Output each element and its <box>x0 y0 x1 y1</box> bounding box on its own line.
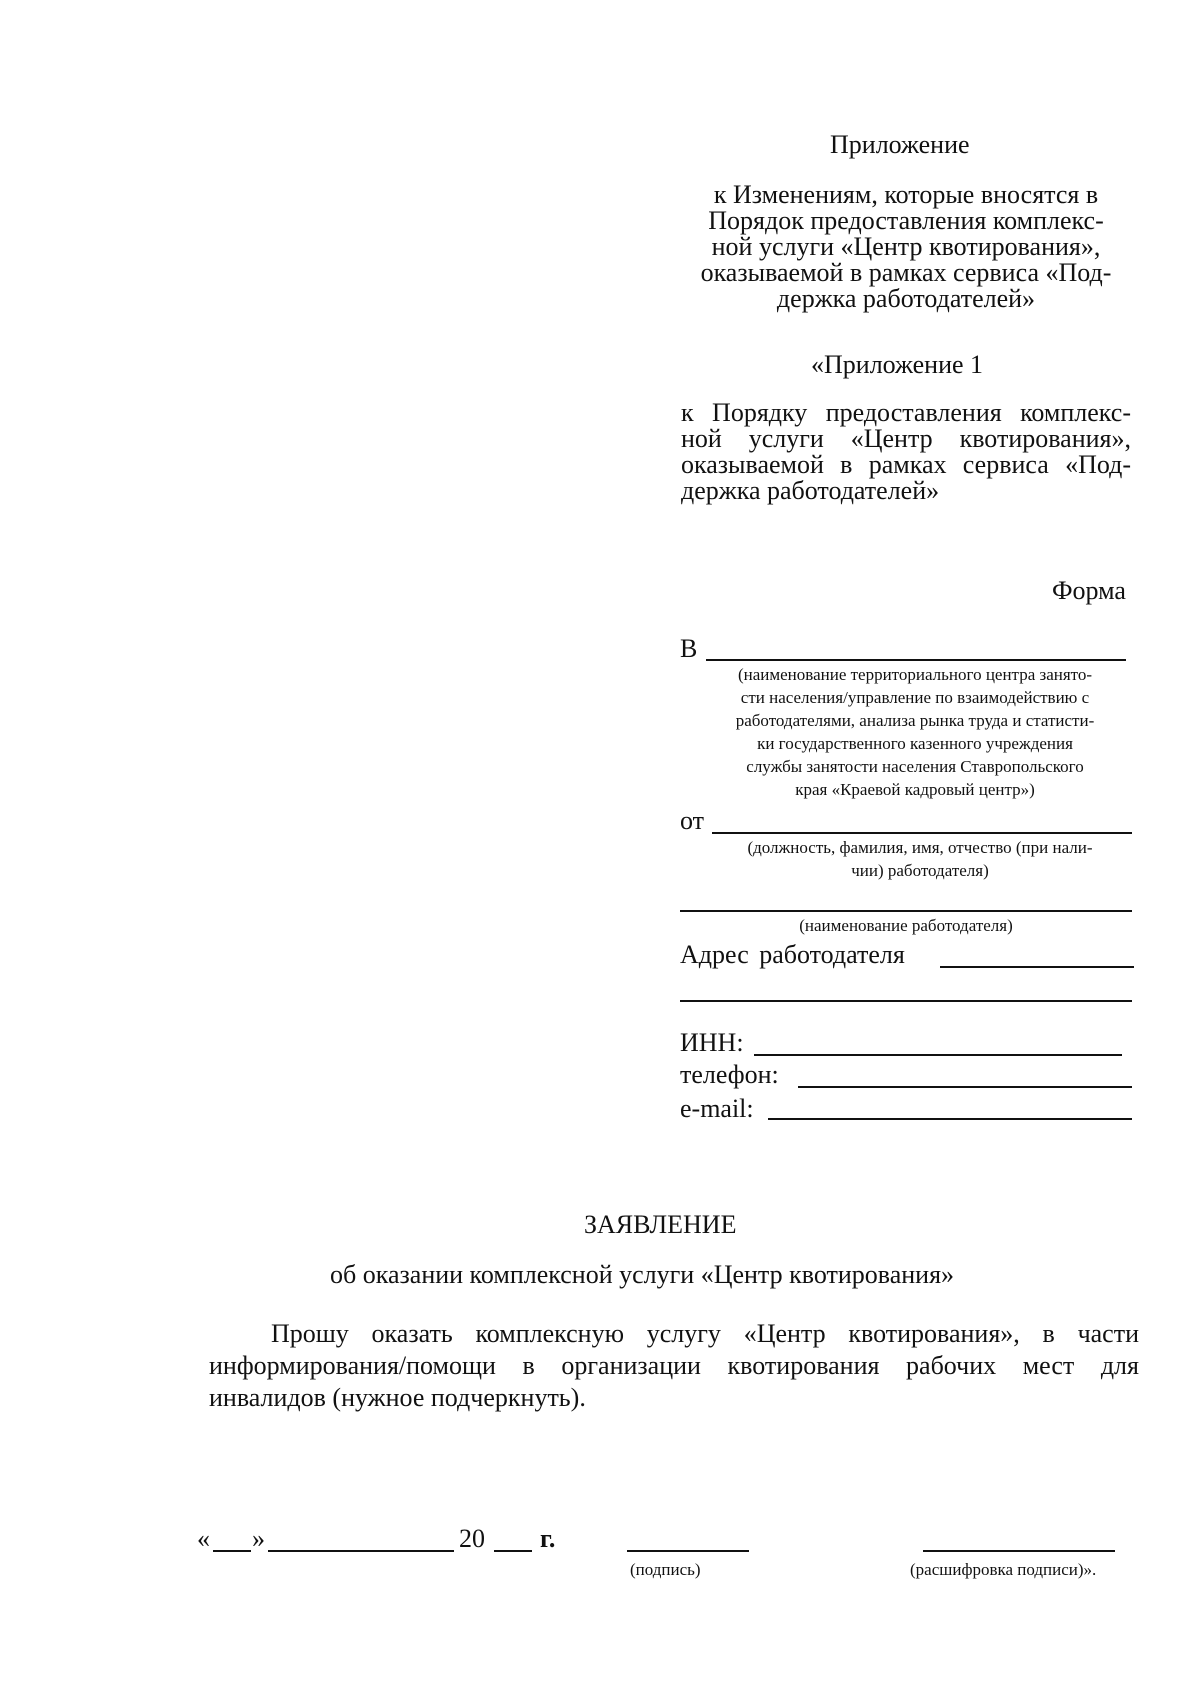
year-suffix: г. <box>540 1524 556 1553</box>
statement-body: Прошу оказать комплексную услугу «Центр квотирования», в части информирования/помощи в организации квотирования рабочих мест для инвалидов (нужное подчеркнуть). <box>209 1319 1139 1412</box>
appendix1-reference <box>681 400 1131 504</box>
date-open-quote: « <box>197 1524 210 1553</box>
appendix1-ref-line: оказываемой в рамках сервиса «Под- <box>681 450 1131 479</box>
appendix1-ref-line: держка работодателей» <box>681 476 940 505</box>
to-caption <box>690 663 1140 801</box>
appendix1-ref-line: ной услуги «Центр квотирования», <box>681 424 1131 453</box>
appendix-ref-line: держка работодателей» <box>776 284 1036 313</box>
signature-caption: (подпись) <box>630 1560 701 1579</box>
signature-line[interactable] <box>627 1550 749 1552</box>
form-label: Форма <box>1052 576 1126 605</box>
date-month-line[interactable] <box>268 1550 454 1552</box>
email-field-line[interactable] <box>768 1118 1132 1120</box>
to-caption-line: сти населения/управление по взаимодействию с <box>740 688 1090 707</box>
to-caption-line: работодателями, анализа рынка труда и статисти- <box>735 711 1095 730</box>
date-year-line[interactable] <box>494 1550 532 1552</box>
appendix1-title: «Приложение 1 <box>811 350 984 379</box>
to-caption-line: службы занятости населения Ставропольского <box>746 757 1084 776</box>
from-caption-line: чии) работодателя) <box>851 861 989 880</box>
appendix-ref-line: Порядок предоставления комплекс- <box>708 206 1104 235</box>
inn-label: ИНН: <box>680 1028 744 1057</box>
to-caption-line: (наименование территориального центра занято- <box>737 665 1093 684</box>
employer-name-line[interactable] <box>680 910 1132 912</box>
address-field-line-2[interactable] <box>680 1000 1132 1002</box>
phone-field-line[interactable] <box>798 1086 1132 1088</box>
address-label: Адрес работодателя <box>680 940 905 969</box>
statement-title: ЗАЯВЛЕНИЕ <box>584 1210 737 1239</box>
inn-field-line[interactable] <box>754 1054 1122 1056</box>
to-field-line[interactable] <box>706 659 1126 661</box>
employer-name-caption: (наименование работодателя) <box>799 916 1013 935</box>
appendix-ref-line: к Изменениям, которые вносятся в <box>713 180 1099 209</box>
appendix-ref-line: ной услуги «Центр квотирования», <box>711 232 1101 261</box>
phone-label: телефон: <box>680 1060 779 1089</box>
statement-subtitle: об оказании комплексной услуги «Центр квотирования» <box>330 1260 955 1289</box>
appendix-ref-line: оказываемой в рамках сервиса «Под- <box>700 258 1112 287</box>
appendix-reference <box>681 182 1131 312</box>
to-prefix: В <box>680 634 698 663</box>
from-field-line[interactable] <box>712 832 1132 834</box>
date-day-line[interactable] <box>213 1550 251 1552</box>
address-field-line[interactable] <box>940 966 1134 968</box>
to-caption-line: края «Краевой кадровый центр») <box>795 780 1035 799</box>
to-caption-line: ки государственного казенного учреждения <box>757 734 1073 753</box>
from-prefix: от <box>680 806 705 835</box>
from-caption-line: (должность, фамилия, имя, отчество (при нали- <box>747 838 1093 857</box>
signature-decode-caption: (расшифровка подписи)». <box>910 1560 1097 1579</box>
date-close-quote: » <box>252 1524 265 1553</box>
appendix1-ref-line: к Порядку предоставления комплекс- <box>681 398 1131 427</box>
signature-decode-line[interactable] <box>923 1550 1115 1552</box>
appendix-title: Приложение <box>830 130 970 159</box>
email-label: e-mail: <box>680 1094 754 1123</box>
year-prefix: 20 <box>459 1524 485 1553</box>
from-caption <box>700 836 1140 882</box>
